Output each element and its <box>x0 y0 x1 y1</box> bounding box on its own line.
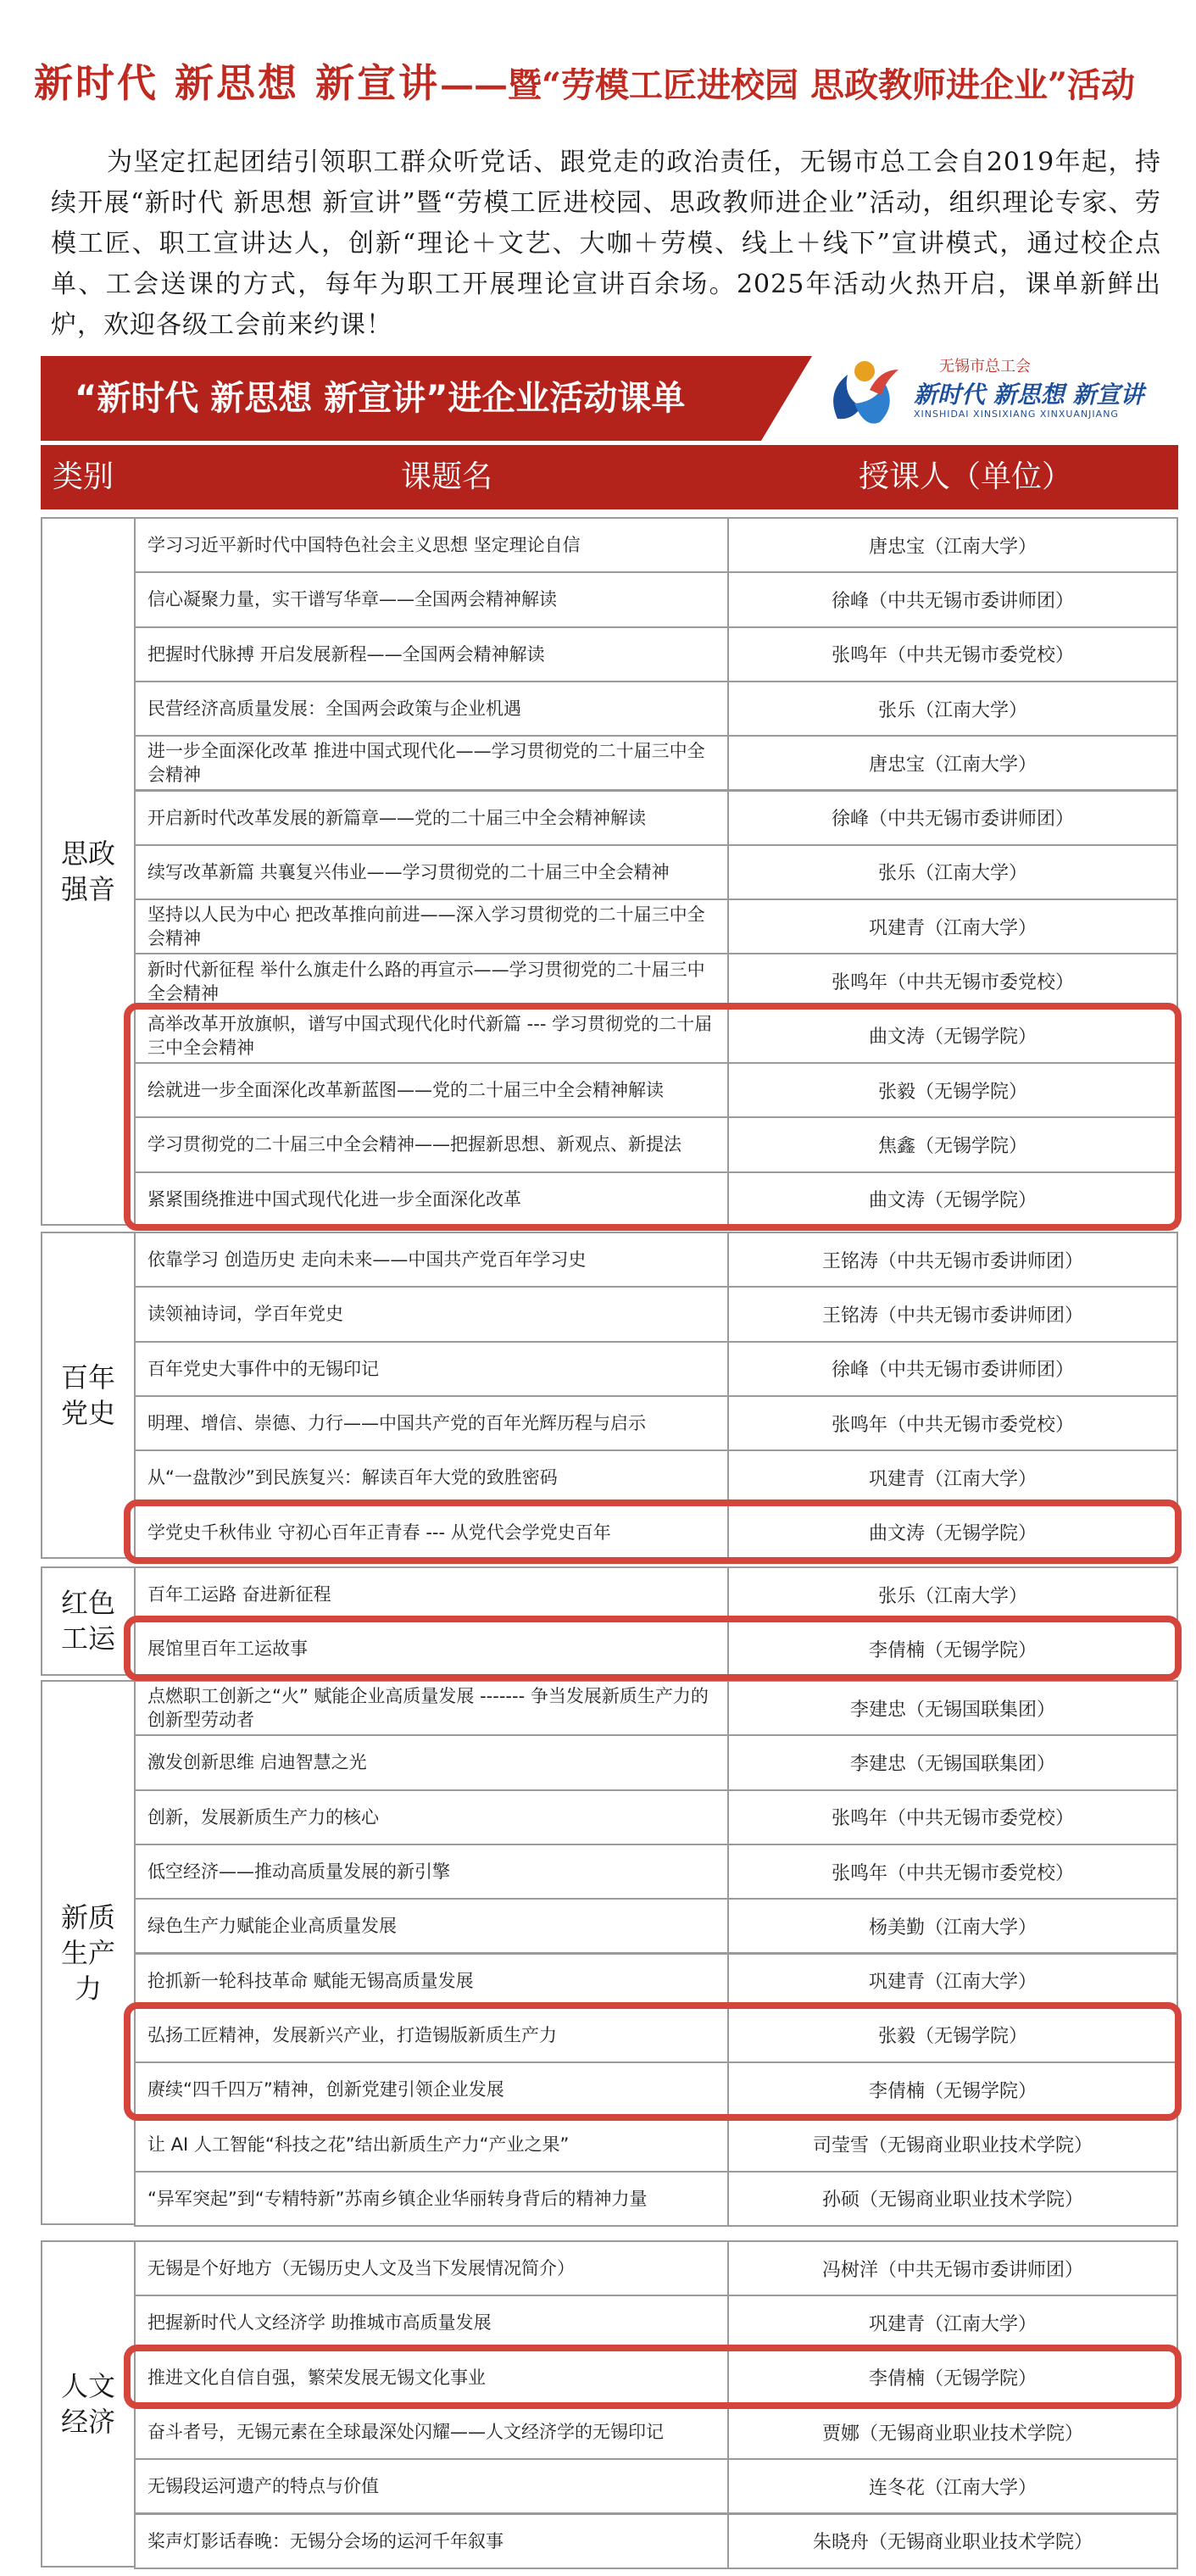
topic-cell: 新时代新征程 举什么旗走什么路的再宣示——学习贯彻党的二十届三中全会精神 <box>134 953 729 1009</box>
speaker-cell: 李建忠（无锡国联集团） <box>727 1680 1178 1736</box>
logo-pinyin-text: XINSHIDAI XINSIXIANG XINXUANJIANG <box>914 409 1119 420</box>
banner-title: “新时代 新思想 新宣讲”进企业活动课单 <box>75 379 686 418</box>
speaker-cell: 张鸣年（中共无锡市委党校） <box>727 626 1178 682</box>
speaker-cell: 张鸣年（中共无锡市委党校） <box>727 1395 1178 1451</box>
speaker-cell: 李倩楠（无锡学院） <box>727 2061 1178 2117</box>
speaker-cell: 李倩楠（无锡学院） <box>727 1621 1178 1677</box>
course-table <box>41 517 1178 2576</box>
topic-cell: 紧紧围绕推进中国式现代化进一步全面深化改革 <box>134 1171 729 1227</box>
speaker-cell: 巩建青（江南大学） <box>727 899 1178 954</box>
topic-cell: 绘就进一步全面深化改革新蓝图——党的二十届三中全会精神解读 <box>134 1062 729 1118</box>
topic-cell: 赓续“四千四万”精神，创新党建引领企业发展 <box>134 2061 729 2117</box>
speaker-cell: 张鸣年（中共无锡市委党校） <box>727 953 1178 1009</box>
title-sub: ——暨“劳模工匠进校园 思政教师进企业”活动 <box>440 65 1135 105</box>
course-list-banner <box>41 348 1178 504</box>
topic-cell: 民营经济高质量发展：全国两会政策与企业机遇 <box>134 681 729 737</box>
logo-union-text: 无锡市总工会 <box>939 358 1031 376</box>
speaker-cell: 连冬花（江南大学） <box>727 2458 1178 2514</box>
topic-cell: “异军突起”到“专精特新”苏南乡镇企业华丽转身背后的精神力量 <box>134 2171 729 2227</box>
speaker-cell: 司莹雪（无锡商业职业技术学院） <box>727 2116 1178 2172</box>
logo-name-text: 新时代 新思想 新宣讲 <box>914 381 1144 409</box>
topic-cell: 从“一盘散沙”到民族复兴：解读百年大党的致胜密码 <box>134 1449 729 1505</box>
topic-cell: 信心凝聚力量，实干谱写华章——全国两会精神解读 <box>134 571 729 627</box>
speaker-cell: 张乐（江南大学） <box>727 1566 1178 1622</box>
topic-cell: 无锡段运河遗产的特点与价值 <box>134 2458 729 2514</box>
col-topic: 课题名 <box>401 459 493 494</box>
speaker-cell: 杨美勤（江南大学） <box>727 1898 1178 1954</box>
topic-cell: 激发创新思维 启迪智慧之光 <box>134 1734 729 1790</box>
speaker-cell: 张毅（无锡学院） <box>727 2007 1178 2063</box>
speaker-cell: 孙硕（无锡商业职业技术学院） <box>727 2171 1178 2227</box>
topic-cell: 把握时代脉搏 开启发展新程——全国两会精神解读 <box>134 626 729 682</box>
topic-cell: 学习贯彻党的二十届三中全会精神——把握新思想、新观点、新提法 <box>134 1116 729 1172</box>
topic-cell: 把握新时代人文经济学 助推城市高质量发展 <box>134 2295 729 2351</box>
topic-cell: 高举改革开放旗帜，谱写中国式现代化时代新篇 --- 学习贯彻党的二十届三中全会精神 <box>134 1008 729 1064</box>
topic-cell: 展馆里百年工运故事 <box>134 1621 729 1677</box>
speaker-cell: 王铭涛（中共无锡市委讲师团） <box>727 1232 1178 1288</box>
topic-cell: 明理、增信、崇德、力行——中国共产党的百年光辉历程与启示 <box>134 1395 729 1451</box>
speaker-cell: 焦鑫（无锡学院） <box>727 1116 1178 1172</box>
topic-cell: 依靠学习 创造历史 走向未来——中国共产党百年学习史 <box>134 1232 729 1288</box>
col-category: 类别 <box>53 459 114 494</box>
logo-mark-icon <box>821 353 905 437</box>
topic-cell: 百年党史大事件中的无锡印记 <box>134 1341 729 1397</box>
speaker-cell: 唐忠宝（江南大学） <box>727 517 1178 573</box>
speaker-cell: 冯树洋（中共无锡市委讲师团） <box>727 2240 1178 2296</box>
topic-cell: 进一步全面深化改革 推进中国式现代化——学习贯彻党的二十届三中全会精神 <box>134 735 729 791</box>
topic-cell: 绿色生产力赋能企业高质量发展 <box>134 1898 729 1954</box>
speaker-cell: 李倩楠（无锡学院） <box>727 2350 1178 2406</box>
topic-cell: 学党史千秋伟业 守初心百年正青春 --- 从党代会学党史百年 <box>134 1505 729 1561</box>
title-main: 新时代 新思想 新宣讲 <box>34 60 441 106</box>
topic-cell: 坚持以人民为中心 把改革推向前进——深入学习贯彻党的二十届三中全会精神 <box>134 899 729 954</box>
category-cell: 思政强音 <box>41 517 136 1226</box>
topic-cell: 推进文化自信自强，繁荣发展无锡文化事业 <box>134 2350 729 2406</box>
speaker-cell: 巩建青（江南大学） <box>727 1449 1178 1505</box>
speaker-cell: 曲文涛（无锡学院） <box>727 1505 1178 1561</box>
category-cell: 人文经济 <box>41 2240 136 2568</box>
speaker-cell: 徐峰（中共无锡市委讲师团） <box>727 1341 1178 1397</box>
speaker-cell: 徐峰（中共无锡市委讲师团） <box>727 790 1178 846</box>
speaker-cell: 曲文涛（无锡学院） <box>727 1008 1178 1064</box>
topic-cell: 学习习近平新时代中国特色社会主义思想 坚定理论自信 <box>134 517 729 573</box>
speaker-cell: 张鸣年（中共无锡市委党校） <box>727 1844 1178 1900</box>
speaker-cell: 张毅（无锡学院） <box>727 1062 1178 1118</box>
page-title <box>34 53 1170 112</box>
speaker-cell: 贾娜（无锡商业职业技术学院） <box>727 2404 1178 2460</box>
column-header <box>41 445 1178 509</box>
speaker-cell: 张乐（江南大学） <box>727 844 1178 900</box>
topic-cell: 桨声灯影话春晚：无锡分会场的运河千年叙事 <box>134 2513 729 2569</box>
topic-cell: 弘扬工匠精神，发展新兴产业，打造锡版新质生产力 <box>134 2007 729 2063</box>
topic-cell: 点燃职工创新之“火” 赋能企业高质量发展 ------- 争当发展新质生产力的创新型劳动者 <box>134 1680 729 1736</box>
speaker-cell: 巩建青（江南大学） <box>727 2295 1178 2351</box>
speaker-cell: 张乐（江南大学） <box>727 681 1178 737</box>
col-speaker: 授课人（单位） <box>859 459 1073 494</box>
speaker-cell: 唐忠宝（江南大学） <box>727 735 1178 791</box>
speaker-cell: 朱晓舟（无锡商业职业技术学院） <box>727 2513 1178 2569</box>
topic-cell: 奋斗者号，无锡元素在全球最深处闪耀——人文经济学的无锡印记 <box>134 2404 729 2460</box>
topic-cell: 开启新时代改革发展的新篇章——党的二十届三中全会精神解读 <box>134 790 729 846</box>
speaker-cell: 徐峰（中共无锡市委讲师团） <box>727 571 1178 627</box>
logo <box>787 348 1160 442</box>
topic-cell: 抢抓新一轮科技革命 赋能无锡高质量发展 <box>134 1953 729 2009</box>
intro-paragraph: 为坚定扛起团结引领职工群众听党话、跟党走的政治责任，无锡市总工会自2019年起，持续开展“新时代 新思想 新宣讲”暨“劳模工匠进校园、思政教师进企业”活动，组织理论专家、劳模工匠、职工宣讲达人，创新“理论＋文艺、大咖＋劳模、线上＋线下”宣讲模式，通过校企点单、工会送课的方式，每年为职工开展理论宣讲百余场。2025年活动火热开启，课单新鲜出炉，欢迎各级工会前来约课！ <box>51 147 1161 340</box>
topic-cell: 百年工运路 奋进新征程 <box>134 1566 729 1622</box>
speaker-cell: 巩建青（江南大学） <box>727 1953 1178 2009</box>
topic-cell: 创新，发展新质生产力的核心 <box>134 1789 729 1845</box>
speaker-cell: 曲文涛（无锡学院） <box>727 1171 1178 1227</box>
speaker-cell: 张鸣年（中共无锡市委党校） <box>727 1789 1178 1845</box>
topic-cell: 读领袖诗词，学百年党史 <box>134 1286 729 1342</box>
topic-cell: 低空经济——推动高质量发展的新引擎 <box>134 1844 729 1900</box>
category-cell: 百年党史 <box>41 1232 136 1559</box>
topic-cell: 续写改革新篇 共襄复兴伟业——学习贯彻党的二十届三中全会精神 <box>134 844 729 900</box>
topic-cell: 让 AI 人工智能“科技之花”结出新质生产力“产业之果” <box>134 2116 729 2172</box>
speaker-cell: 王铭涛（中共无锡市委讲师团） <box>727 1286 1178 1342</box>
category-cell: 新质生产力 <box>41 1680 136 2225</box>
category-cell: 红色工运 <box>41 1566 136 1676</box>
topic-cell: 无锡是个好地方（无锡历史人文及当下发展情况简介） <box>134 2240 729 2296</box>
speaker-cell: 李建忠（无锡国联集团） <box>727 1734 1178 1790</box>
